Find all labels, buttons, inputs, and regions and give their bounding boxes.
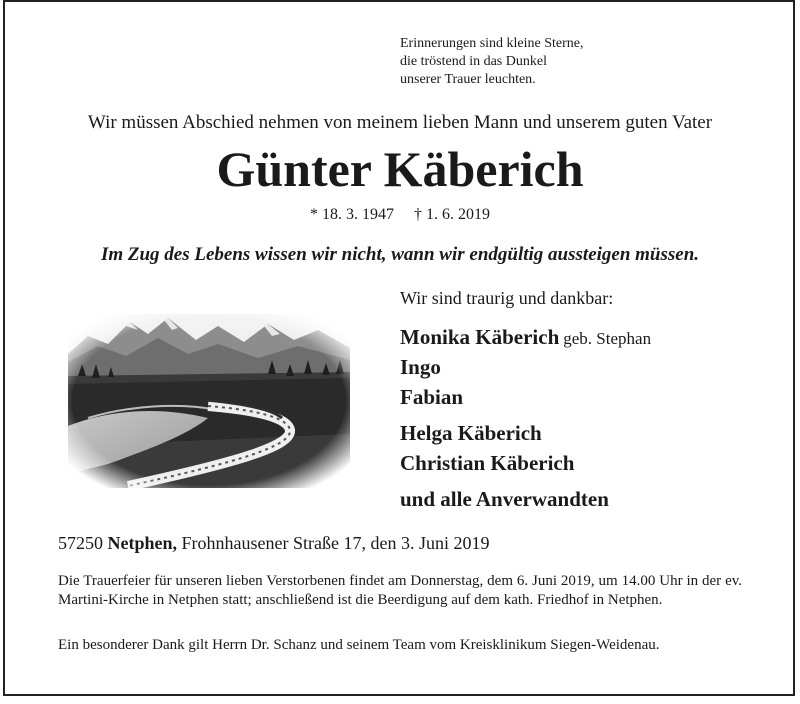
life-dates — [0, 206, 800, 224]
postal-code: 57250 — [58, 533, 103, 553]
birth-date: * 18. 3. 1947 — [310, 206, 394, 223]
family-member — [400, 325, 651, 350]
thanks-line: Wir sind traurig und dankbar: — [400, 288, 614, 308]
poem-line: unserer Trauer leuchten. — [400, 72, 536, 87]
poem-line: Erinnerungen sind kleine Sterne, — [400, 36, 584, 51]
family-member: Christian Käberich — [400, 451, 575, 475]
relatives-line: und alle Anverwandten — [400, 487, 609, 511]
family-member: Ingo — [400, 355, 441, 379]
poem-line: die tröstend in das Dunkel — [400, 54, 547, 69]
poem — [400, 35, 584, 89]
street-and-date: Frohnhausener Straße 17, den 3. Juni 2019 — [181, 533, 490, 553]
train-landscape-image — [68, 314, 350, 488]
memorial-quote: Im Zug des Lebens wissen wir nicht, wann wir endgültig aussteigen müssen. — [100, 244, 700, 265]
funeral-info: Die Trauerfeier für unseren lieben Verstorbenen findet am Donnerstag, dem 6. Juni 2019, um 14.00 Uhr in der ev. Martini-Kirche in Netphen statt; anschließend ist die Beerdigung auf dem kath. Friedhof in Netphen. — [58, 573, 742, 608]
address-line — [58, 533, 489, 554]
family-member: Helga Käberich — [400, 421, 542, 445]
thanks-paragraph: Ein besonderer Dank gilt Herrn Dr. Schanz und seinem Team vom Kreisklinikum Siegen-Weidenau. — [58, 637, 660, 653]
city: Netphen, — [107, 533, 178, 553]
deceased-name: Günter Käberich — [216, 141, 584, 197]
family-member-name: Monika Käberich — [400, 325, 560, 349]
death-date: † 1. 6. 2019 — [414, 206, 490, 223]
maiden-name: geb. Stephan — [563, 329, 652, 348]
family-member: Fabian — [400, 385, 464, 409]
intro-text: Wir müssen Abschied nehmen von meinem lieben Mann und unserem guten Vater — [87, 112, 713, 133]
